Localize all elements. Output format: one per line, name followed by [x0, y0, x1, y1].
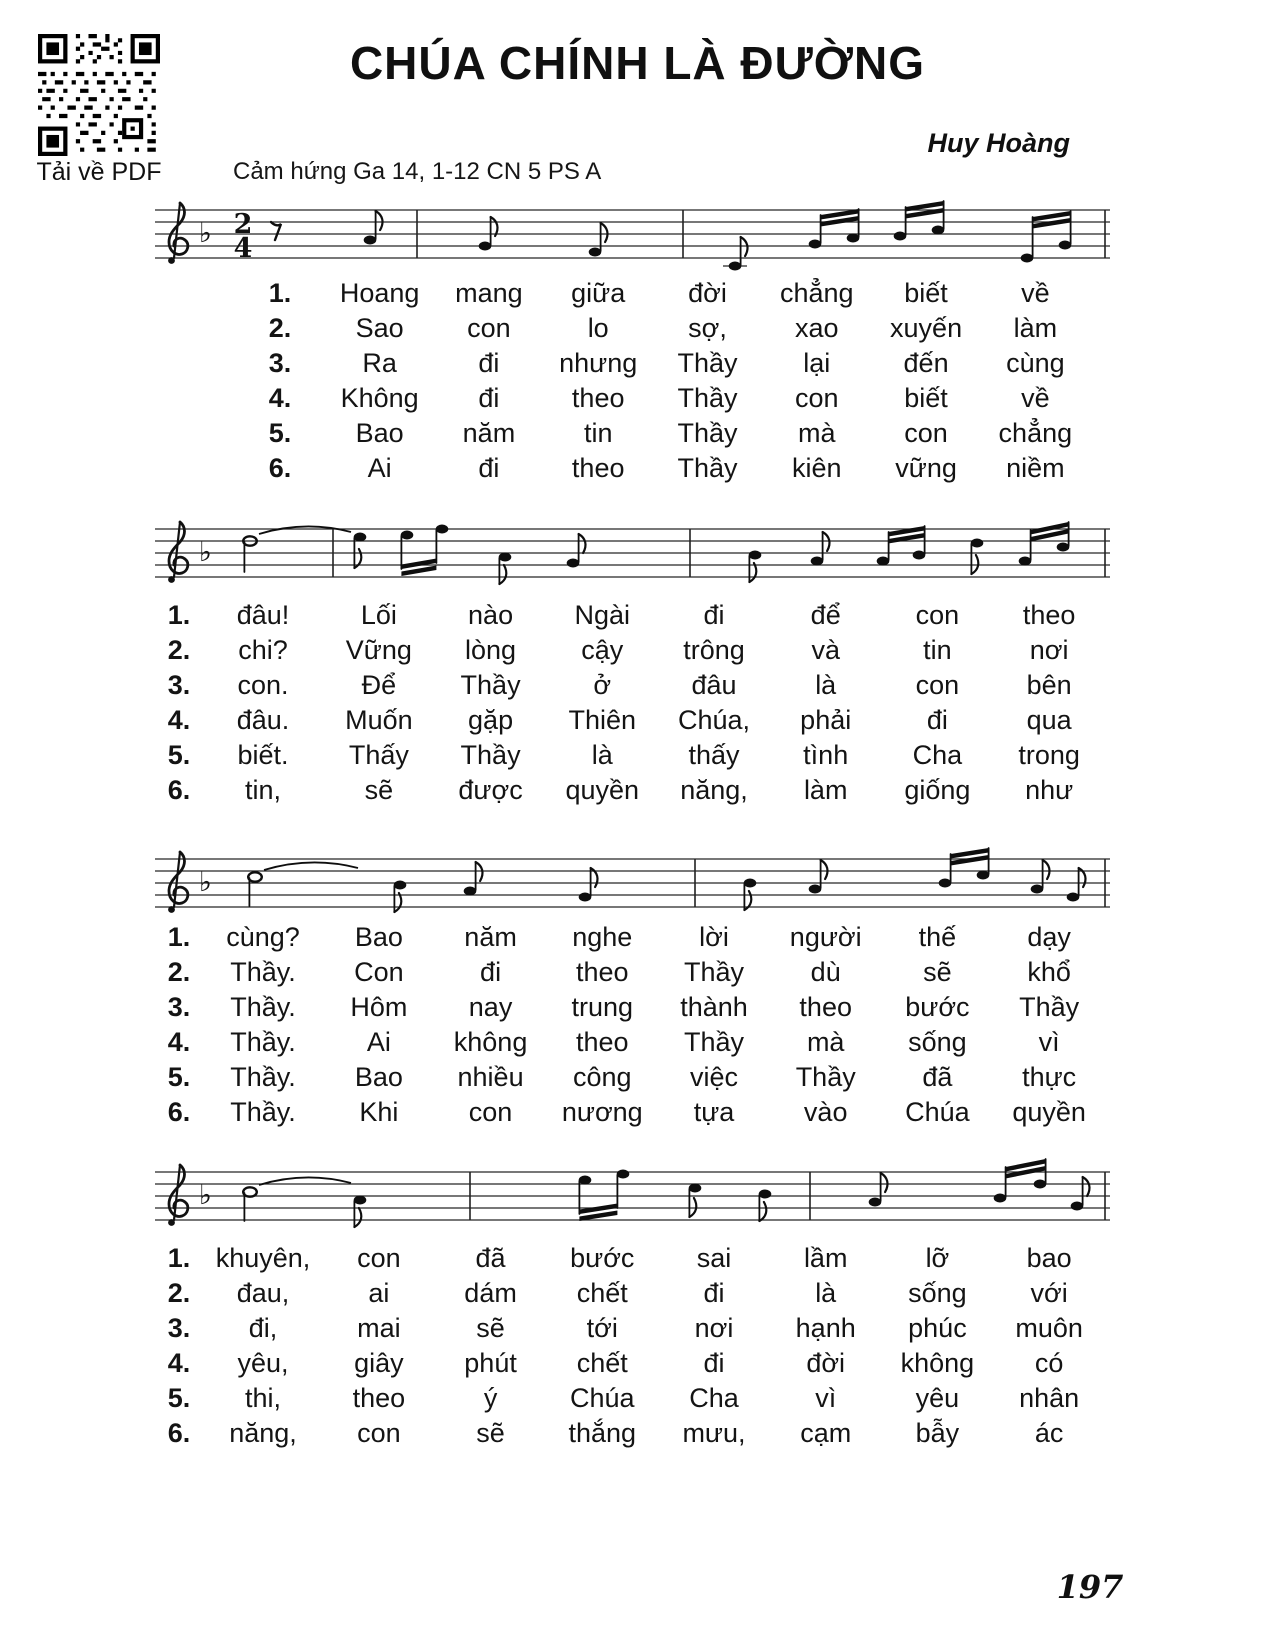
- lyric-word: tới: [586, 1313, 618, 1343]
- lyric-word: mai: [357, 1313, 401, 1343]
- verse-number: 6.: [268, 453, 292, 483]
- verse-number: 5.: [167, 1383, 191, 1413]
- lyric-word: năm: [462, 418, 516, 448]
- lyric-word: Thầy: [795, 1062, 856, 1092]
- lyric-word: là: [815, 670, 837, 700]
- lyric-word: Thầy: [1019, 992, 1080, 1022]
- lyric-word: sợ,: [688, 313, 727, 343]
- lyric-word: đi: [926, 705, 948, 735]
- verse-number: 4.: [167, 1027, 191, 1057]
- composer-name: Huy Hoàng: [927, 128, 1070, 158]
- lyric-word: như: [1025, 775, 1074, 805]
- lyric-word: con: [795, 383, 839, 413]
- lyric-word: thế: [918, 922, 957, 952]
- verse-number: 5.: [167, 740, 191, 770]
- verse-number: 3.: [167, 670, 191, 700]
- lyric-word: lòng: [465, 635, 517, 665]
- lyric-word: nay: [468, 992, 513, 1022]
- lyric-word: Hôm: [350, 992, 408, 1022]
- lyric-row: [155, 740, 1105, 775]
- verse-block-2: [155, 600, 1105, 810]
- lyric-word: bước: [905, 992, 970, 1022]
- lyric-word: được: [458, 775, 523, 805]
- lyric-word: tình: [803, 740, 849, 770]
- verse-number: 1.: [167, 922, 191, 952]
- flat-sign-icon: ♭: [199, 218, 212, 249]
- lyric-word: nơi: [694, 1313, 734, 1343]
- lyric-word: với: [1030, 1278, 1068, 1308]
- verse-block-4: [155, 1243, 1105, 1453]
- lyric-word: là: [591, 740, 613, 770]
- lyric-word: đi: [480, 957, 502, 987]
- lyric-word: Bao: [354, 922, 403, 952]
- lyric-word: Thầy.: [230, 992, 296, 1022]
- lyric-row: [235, 383, 1090, 418]
- lyric-word: năng,: [680, 775, 748, 805]
- lyric-word: yêu: [915, 1383, 960, 1413]
- lyric-word: con: [915, 670, 960, 700]
- lyric-word: Thầy: [677, 348, 738, 378]
- lyric-word: đi: [703, 600, 725, 630]
- lyric-word: lại: [803, 348, 831, 378]
- lyric-word: mang: [455, 278, 523, 308]
- lyric-word: tin: [583, 418, 613, 448]
- lyric-word: không: [900, 1348, 975, 1378]
- verse-number: 2.: [167, 635, 191, 665]
- verse-number: 6.: [167, 775, 191, 805]
- lyric-word: xao: [795, 313, 839, 343]
- lyric-word: đi: [478, 383, 500, 413]
- lyric-word: chẳng: [779, 278, 854, 308]
- lyric-word: thực: [1022, 1062, 1077, 1092]
- lyric-word: theo: [352, 1383, 406, 1413]
- lyric-word: đến: [903, 348, 949, 378]
- lyric-row: [155, 1027, 1105, 1062]
- lyric-word: cạm: [800, 1418, 852, 1448]
- lyric-word: niềm: [1006, 453, 1065, 483]
- lyric-row: [155, 670, 1105, 705]
- lyric-row: [155, 1313, 1105, 1348]
- verse-number: 6.: [167, 1418, 191, 1448]
- verse-number: 3.: [167, 992, 191, 1022]
- lyric-word: việc: [689, 1062, 738, 1092]
- lyric-row: [155, 992, 1105, 1027]
- flat-sign-icon: ♭: [199, 867, 212, 898]
- time-signature: [234, 209, 253, 264]
- lyric-word: chết: [576, 1278, 628, 1308]
- staff-lines: [155, 1172, 1110, 1220]
- lyric-word: bước: [570, 1243, 635, 1273]
- lyric-word: con.: [237, 670, 289, 700]
- lyric-word: Thấy: [348, 740, 409, 770]
- lyric-word: sẽ: [476, 1313, 505, 1343]
- lyric-word: Hoang: [339, 278, 420, 308]
- lyric-word: Thầy: [683, 1027, 744, 1057]
- lyric-word: xuyến: [890, 313, 963, 343]
- lyric-word: mưu,: [682, 1418, 746, 1448]
- lyric-word: theo: [799, 992, 852, 1022]
- flat-sign-icon: ♭: [199, 1180, 212, 1211]
- lyric-word: về: [1021, 383, 1050, 413]
- lyric-word: khuyên,: [215, 1243, 311, 1273]
- lyric-word: con: [357, 1243, 401, 1273]
- lyric-word: theo: [571, 453, 625, 483]
- lyric-word: Cha: [912, 740, 963, 770]
- lyric-word: không: [453, 1027, 528, 1057]
- lyric-word: vì: [815, 1383, 837, 1413]
- lyric-word: đi: [703, 1348, 725, 1378]
- music-staff-3: [155, 845, 1110, 921]
- lyric-word: Sao: [355, 313, 404, 343]
- notes: [271, 201, 1105, 271]
- lyric-row: [155, 600, 1105, 635]
- verse-number: 5.: [268, 418, 292, 448]
- lyric-word: Bao: [354, 1062, 403, 1092]
- lyric-word: năng,: [229, 1418, 297, 1448]
- verse-number: 2.: [268, 313, 292, 343]
- lyric-row: [155, 1278, 1105, 1313]
- verse-number: 2.: [167, 1278, 191, 1308]
- lyric-word: trong: [1018, 740, 1080, 770]
- lyric-word: theo: [571, 383, 625, 413]
- lyric-word: ở: [593, 670, 612, 700]
- lyric-word: Muốn: [345, 705, 413, 735]
- lyric-word: đã: [922, 1062, 953, 1092]
- lyric-word: dù: [810, 957, 841, 987]
- lyric-word: Cha: [689, 1383, 739, 1413]
- lyric-word: dám: [464, 1278, 517, 1308]
- lyric-word: Thầy: [460, 740, 521, 770]
- lyric-word: đã: [475, 1243, 506, 1273]
- lyric-word: mà: [806, 1027, 845, 1057]
- lyric-word: Không: [340, 383, 419, 413]
- verse-number: 3.: [167, 1313, 191, 1343]
- lyric-word: đi: [478, 453, 500, 483]
- lyric-word: lời: [699, 922, 729, 952]
- lyric-word: cùng: [1006, 348, 1065, 378]
- lyric-word: dạy: [1027, 922, 1071, 952]
- lyric-word: bao: [1026, 1243, 1072, 1273]
- verse-number: 3.: [268, 348, 292, 378]
- lyric-word: là: [815, 1278, 837, 1308]
- lyric-word: Thầy.: [230, 1062, 296, 1092]
- lyric-row: [235, 348, 1090, 383]
- lyric-word: Thiên: [568, 705, 637, 735]
- notes: [243, 1159, 1105, 1227]
- lyric-row: [235, 278, 1090, 313]
- lyric-word: cùng?: [226, 922, 300, 952]
- lyric-word: đời: [688, 278, 727, 308]
- lyric-word: tin,: [244, 775, 282, 805]
- download-pdf-link[interactable]: Tải về PDF: [36, 158, 162, 186]
- lyric-word: nhưng: [559, 348, 638, 378]
- lyric-word: thấy: [688, 740, 740, 770]
- verse-block-3: [155, 922, 1105, 1132]
- lyric-word: Thầy: [677, 453, 738, 483]
- verse-number: 6.: [167, 1097, 191, 1127]
- flat-sign-icon: ♭: [199, 537, 212, 568]
- lyric-word: nhiều: [457, 1062, 524, 1092]
- lyric-word: lỡ: [925, 1243, 950, 1273]
- staff-lines: [155, 529, 1110, 577]
- verse-number: 1.: [167, 600, 191, 630]
- staff-lines: [155, 210, 1110, 258]
- lyric-word: Vững: [345, 635, 412, 665]
- lyric-word: vững: [895, 453, 957, 483]
- lyric-word: sai: [696, 1243, 732, 1273]
- lyric-word: Chúa: [905, 1097, 970, 1127]
- lyric-word: Thầy.: [230, 1027, 296, 1057]
- lyric-word: sẽ: [476, 1418, 505, 1448]
- lyric-word: trung: [571, 992, 634, 1022]
- lyric-word: trông: [683, 635, 745, 665]
- lyric-word: ác: [1034, 1418, 1064, 1448]
- lyric-word: Con: [354, 957, 404, 987]
- music-staff-2: [155, 515, 1110, 591]
- lyric-word: đi: [703, 1278, 725, 1308]
- lyric-row: [155, 1348, 1105, 1383]
- lyric-word: bên: [1026, 670, 1072, 700]
- lyric-word: và: [811, 635, 840, 665]
- verse-number: 4.: [167, 705, 191, 735]
- lyric-word: phút: [464, 1348, 517, 1378]
- verse-block-1: [235, 278, 1090, 488]
- notes: [248, 848, 1105, 912]
- lyric-row: [155, 922, 1105, 957]
- lyric-word: nào: [468, 600, 514, 630]
- verse-number: 4.: [268, 383, 292, 413]
- music-staff-1: [155, 196, 1110, 272]
- lyric-word: Lối: [360, 600, 397, 630]
- lyric-word: Ai: [366, 1027, 391, 1057]
- lyric-word: Thầy: [460, 670, 521, 700]
- page-title: CHÚA CHÍNH LÀ ĐƯỜNG: [349, 37, 926, 89]
- lyric-word: con: [467, 313, 511, 343]
- lyric-row: [235, 313, 1090, 348]
- lyric-word: ai: [368, 1278, 390, 1308]
- lyric-word: sống: [908, 1027, 967, 1057]
- lyric-word: Khi: [359, 1097, 399, 1127]
- lyric-row: [155, 957, 1105, 992]
- lyric-word: đâu.: [236, 705, 290, 735]
- lyric-word: Thầy: [683, 957, 744, 987]
- lyric-word: đi,: [248, 1313, 278, 1343]
- lyric-word: con: [357, 1418, 401, 1448]
- lyric-row: [155, 1097, 1105, 1132]
- lyric-word: con: [904, 418, 948, 448]
- lyric-word: Ra: [362, 348, 397, 378]
- verse-number: 2.: [167, 957, 191, 987]
- lyric-word: năm: [464, 922, 517, 952]
- lyric-row: [155, 1243, 1105, 1278]
- lyric-word: chết: [576, 1348, 628, 1378]
- lyric-word: đi: [478, 348, 500, 378]
- page-number: 197: [1056, 1568, 1124, 1606]
- lyric-word: gặp: [468, 705, 514, 735]
- lyric-word: đâu: [691, 670, 737, 700]
- lyric-row: [155, 1418, 1105, 1453]
- lyric-word: vì: [1038, 1027, 1060, 1057]
- lyric-word: Ai: [367, 453, 392, 483]
- lyric-word: nơi: [1029, 635, 1069, 665]
- lyric-word: ý: [483, 1383, 498, 1413]
- lyric-word: khổ: [1027, 957, 1071, 987]
- lyric-word: quyền: [1012, 1097, 1086, 1127]
- lyric-word: giống: [904, 775, 971, 805]
- lyric-row: [155, 635, 1105, 670]
- lyric-word: đời: [806, 1348, 846, 1378]
- lyric-word: tựa: [693, 1097, 735, 1127]
- lyric-word: về: [1021, 278, 1050, 308]
- lyric-word: phải: [800, 705, 852, 735]
- lyric-word: thành: [680, 992, 748, 1022]
- lyric-word: thi,: [244, 1383, 282, 1413]
- lyric-word: biết.: [237, 740, 289, 770]
- lyric-word: nhân: [1019, 1383, 1080, 1413]
- lyric-word: giữa: [571, 278, 626, 308]
- lyric-word: Thầy.: [230, 1097, 296, 1127]
- lyric-word: biết: [904, 383, 948, 413]
- music-staff-4: [155, 1158, 1110, 1234]
- lyric-word: chi?: [238, 635, 288, 665]
- lyric-word: Thầy: [677, 418, 738, 448]
- lyric-word: bẫy: [915, 1418, 960, 1448]
- lyric-word: biết: [904, 278, 948, 308]
- lyric-word: để: [810, 600, 841, 630]
- lyric-word: phúc: [908, 1313, 967, 1343]
- lyric-row: [235, 418, 1090, 453]
- lyric-word: Ngài: [574, 600, 631, 630]
- lyric-word: Bao: [355, 418, 404, 448]
- lyric-word: tin: [923, 635, 952, 665]
- verse-number: 1.: [167, 1243, 191, 1273]
- lyric-word: quyền: [565, 775, 640, 805]
- lyric-word: cậy: [581, 635, 624, 665]
- lyric-word: nghe: [572, 922, 633, 952]
- lyric-word: nương: [561, 1097, 643, 1127]
- lyric-row: [155, 705, 1105, 740]
- lyric-word: Thầy: [677, 383, 738, 413]
- lyric-word: sẽ: [923, 957, 952, 987]
- lyric-row: [155, 775, 1105, 810]
- lyric-word: làm: [803, 775, 848, 805]
- lyric-word: qua: [1026, 705, 1072, 735]
- lyric-word: mà: [798, 418, 836, 448]
- lyric-word: đâu!: [236, 600, 290, 630]
- lyric-word: sống: [908, 1278, 967, 1308]
- lyric-word: yêu,: [237, 1348, 289, 1378]
- verse-number: 5.: [167, 1062, 191, 1092]
- lyric-word: con: [468, 1097, 513, 1127]
- lyric-row: [155, 1062, 1105, 1097]
- lyric-word: có: [1034, 1348, 1064, 1378]
- lyric-word: Thầy.: [230, 957, 296, 987]
- lyric-word: theo: [1022, 600, 1076, 630]
- lyric-row: [235, 453, 1090, 488]
- lyric-word: theo: [576, 1027, 629, 1057]
- lyric-word: con: [915, 600, 960, 630]
- lyric-word: Để: [361, 670, 397, 700]
- svg-text:2: 2: [233, 209, 253, 240]
- lyric-word: giây: [354, 1348, 404, 1378]
- lyric-word: Chúa,: [677, 705, 751, 735]
- lyric-word: người: [789, 922, 862, 952]
- lyric-word: công: [573, 1062, 632, 1092]
- lyric-word: lầm: [803, 1243, 848, 1273]
- lyric-word: vào: [803, 1097, 848, 1127]
- verse-number: 1.: [268, 278, 292, 308]
- lyric-word: thắng: [568, 1418, 637, 1448]
- svg-text:4: 4: [233, 233, 253, 264]
- lyric-word: chẳng: [998, 418, 1073, 448]
- staff-lines: [155, 859, 1110, 907]
- lyric-word: lo: [587, 313, 609, 343]
- lyric-word: sẽ: [364, 775, 394, 805]
- inspiration-note: Cảm hứng Ga 14, 1-12 CN 5 PS A: [233, 158, 602, 185]
- verse-number: 4.: [167, 1348, 191, 1378]
- lyric-row: [155, 1383, 1105, 1418]
- lyric-word: kiên: [792, 453, 842, 483]
- lyric-word: Chúa: [570, 1383, 635, 1413]
- lyric-word: hạnh: [795, 1313, 856, 1343]
- lyric-word: đau,: [236, 1278, 290, 1308]
- lyric-word: muôn: [1015, 1313, 1083, 1343]
- eighth-rest-icon: [271, 222, 281, 240]
- lyric-word: theo: [576, 957, 629, 987]
- lyric-word: làm: [1013, 313, 1058, 343]
